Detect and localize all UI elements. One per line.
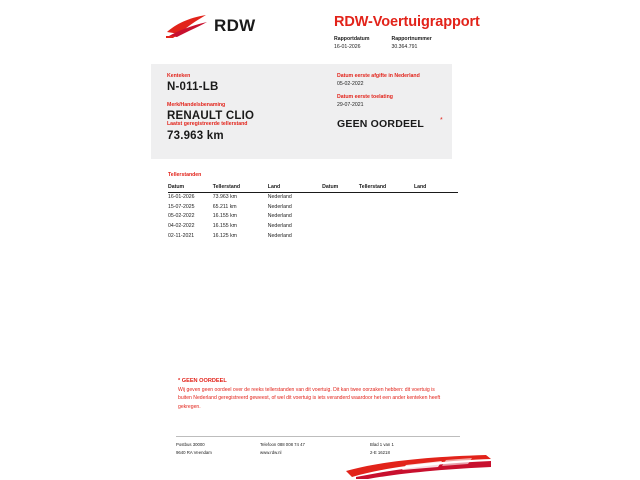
verdict-footnote-marker: *	[440, 117, 443, 124]
report-number-block	[391, 36, 431, 52]
footer-phone: Telefoon 088 008 74 47	[260, 442, 305, 447]
footnote-title: * GEEN OORDEEL	[178, 378, 227, 384]
footer-doc-code: 2-E 16218	[370, 449, 390, 455]
verdict-text: GEEN OORDEEL	[337, 118, 424, 130]
report-date-value: 16-01-2026	[334, 43, 361, 50]
footer-website-link[interactable]: www.rdw.nl	[260, 449, 282, 455]
footer-address-line-2: 9640 RA Veendam	[176, 449, 212, 455]
col-tellerstand-2: Tellerstand	[359, 182, 414, 192]
footnote-body: Wij geven geen oordeel over de reeks tellerstanden van dit voertuig. Dit kan twee oorzaken hebben: dit voertuig is buiten Nederland geregistreerd geweest, of wel dit voertuig is iets veranderd waardoor het een ander kenteken heeft gekregen.	[178, 387, 441, 410]
vehicle-dates-block	[337, 72, 447, 113]
odometer-table	[168, 182, 458, 240]
kenteken-label: Kenteken	[167, 73, 191, 79]
cell-datum-2	[322, 231, 359, 241]
last-odometer-label: Laatst geregistreerde tellerstand	[167, 121, 248, 127]
cell-tellerstand-2	[359, 202, 414, 212]
merk-value: RENAULT CLIO	[167, 110, 255, 123]
footer-address-line-1: Postbus 30000	[176, 442, 205, 447]
report-date-block	[334, 36, 369, 52]
merk-label: Merk/Handelsbenaming	[167, 101, 226, 108]
first-admission-label: Datum eerste afgifte in Nederland	[337, 73, 420, 79]
cell-tellerstand-2	[359, 221, 414, 231]
cell-tellerstand: 73.963 km	[212, 194, 238, 201]
cell-land: Nederland	[267, 213, 292, 220]
cell-tellerstand: 16.155 km	[212, 213, 238, 220]
cell-tellerstand-2	[359, 212, 414, 222]
document-header	[0, 0, 640, 58]
cell-land-2	[414, 212, 458, 222]
table-row	[168, 192, 458, 202]
footer-page-number: Blad 1 van 1	[370, 442, 394, 447]
cell-datum-2	[322, 202, 359, 212]
cell-datum: 16-01-2026	[168, 194, 195, 201]
cell-tellerstand-2	[359, 231, 414, 241]
cell-tellerstand: 65.211 km	[212, 203, 237, 210]
cell-land: Nederland	[267, 194, 292, 201]
cell-tellerstand: 16.155 km	[212, 223, 238, 230]
first-registration-label: Datum eerste toelating	[337, 93, 393, 100]
cell-tellerstand: 16.125 km	[212, 232, 238, 239]
cell-land-2	[414, 202, 458, 212]
cell-tellerstand-2	[359, 192, 414, 202]
col-datum-2: Datum	[322, 182, 359, 192]
cell-datum-2	[322, 221, 359, 231]
rdw-swoosh-footer-icon	[346, 455, 491, 479]
odometer-table-title: Tellerstanden	[168, 172, 202, 178]
rdw-logo	[166, 12, 256, 38]
report-number-value: 30.364.791	[391, 43, 418, 50]
rdw-logo-text: RDW	[214, 15, 256, 35]
odometer-table-block	[168, 172, 458, 240]
table-row	[168, 231, 458, 241]
vehicle-summary-panel	[151, 64, 452, 159]
page-title: RDW-Voertuigrapport	[334, 14, 480, 30]
kenteken-value: N-011-LB	[167, 81, 219, 94]
cell-land: Nederland	[267, 203, 292, 210]
document-footer	[176, 436, 460, 456]
col-tellerstand: Tellerstand	[213, 182, 268, 192]
col-datum: Datum	[168, 182, 213, 192]
report-date-label: Rapportdatum	[334, 36, 370, 42]
cell-datum: 04-02-2022	[168, 223, 195, 230]
verdict-footnote	[178, 378, 450, 411]
report-number-label: Rapportnummer	[391, 36, 432, 42]
cell-land-2	[414, 231, 458, 241]
first-admission-value: 05-02-2022	[337, 81, 364, 88]
cell-land: Nederland	[267, 232, 292, 239]
col-land: Land	[268, 182, 322, 192]
last-odometer-block	[167, 120, 247, 142]
rdw-swoosh-logo-icon	[166, 12, 210, 38]
cell-datum: 15-07-2025	[168, 203, 195, 210]
col-land-2: Land	[414, 182, 458, 192]
odometer-table-body	[168, 192, 458, 240]
table-row	[168, 212, 458, 222]
cell-datum-2	[322, 212, 359, 222]
table-row	[168, 221, 458, 231]
footer-address-block	[176, 441, 260, 456]
cell-land: Nederland	[267, 223, 292, 230]
first-registration-value: 29-07-2021	[337, 101, 364, 108]
table-header-row	[168, 182, 458, 192]
table-row	[168, 202, 458, 212]
last-odometer-value: 73.963 km	[167, 130, 224, 143]
cell-datum: 02-11-2021	[168, 232, 195, 239]
cell-datum-2	[322, 192, 359, 202]
cell-datum: 05-02-2022	[168, 213, 195, 220]
cell-land-2	[414, 221, 458, 231]
report-meta	[334, 36, 454, 52]
cell-land-2	[414, 192, 458, 202]
